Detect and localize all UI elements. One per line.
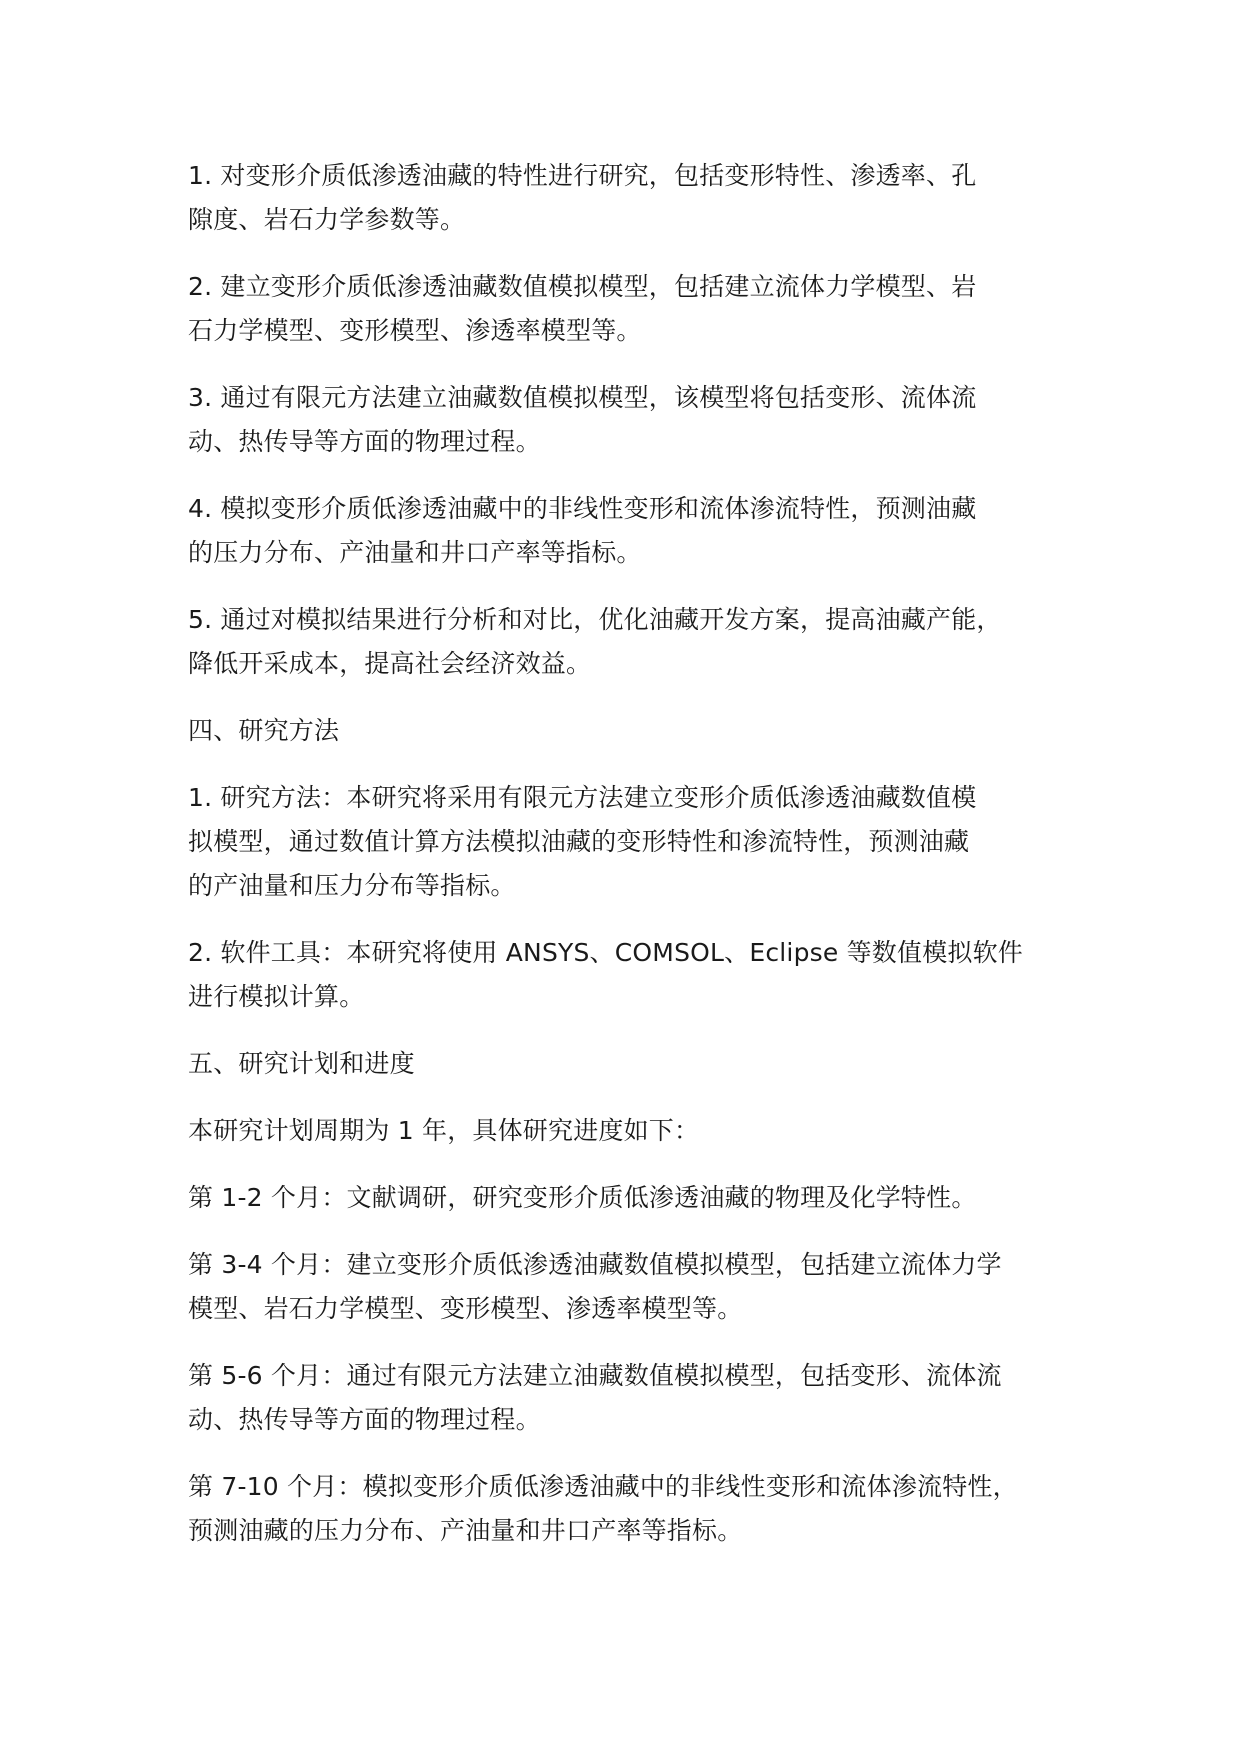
- schedule-item-3: [188, 1354, 1078, 1442]
- text-line: 1. 研究方法：本研究将采用有限元方法建立变形介质低渗透油藏数值模: [188, 783, 977, 812]
- plan-intro: [188, 1109, 1078, 1153]
- text-line: 2. 建立变形介质低渗透油藏数值模拟模型，包括建立流体力学模型、岩: [188, 272, 977, 301]
- text-line: 动、热传导等方面的物理过程。: [188, 427, 541, 456]
- objective-item-3: [188, 376, 1078, 464]
- method-item-2: [188, 931, 1078, 1019]
- text-line: 3. 通过有限元方法建立油藏数值模拟模型，该模型将包括变形、流体流: [188, 383, 977, 412]
- text-line: 降低开采成本，提高社会经济效益。: [188, 649, 592, 678]
- document-body: [188, 154, 1078, 1576]
- text-line: 第 7-10 个月：模拟变形介质低渗透油藏中的非线性变形和流体渗流特性，: [188, 1472, 1018, 1501]
- text-line: 四、研究方法: [188, 716, 340, 745]
- text-line: 隙度、岩石力学参数等。: [188, 205, 466, 234]
- text-line: 第 1-2 个月：文献调研，研究变形介质低渗透油藏的物理及化学特性。: [188, 1183, 977, 1212]
- text-line: 的产油量和压力分布等指标。: [188, 871, 516, 900]
- method-item-1: [188, 776, 1078, 908]
- text-line: 5. 通过对模拟结果进行分析和对比，优化油藏开发方案，提高油藏产能，: [188, 605, 1002, 634]
- objective-item-5: [188, 598, 1078, 686]
- section-heading-plan: [188, 1042, 1078, 1086]
- schedule-item-1: [188, 1176, 1078, 1220]
- text-line: 进行模拟计算。: [188, 982, 365, 1011]
- text-line: 1. 对变形介质低渗透油藏的特性进行研究，包括变形特性、渗透率、孔: [188, 161, 977, 190]
- text-line: 模型、岩石力学模型、变形模型、渗透率模型等。: [188, 1294, 743, 1323]
- objective-item-4: [188, 487, 1078, 575]
- text-line: 第 5-6 个月：通过有限元方法建立油藏数值模拟模型，包括变形、流体流: [188, 1361, 1002, 1390]
- objective-item-1: [188, 154, 1078, 242]
- objective-item-2: [188, 265, 1078, 353]
- text-line: 动、热传导等方面的物理过程。: [188, 1405, 541, 1434]
- text-line: 2. 软件工具：本研究将使用 ANSYS、COMSOL、Eclipse 等数值模拟软件: [188, 938, 1023, 967]
- text-line: 石力学模型、变形模型、渗透率模型等。: [188, 316, 642, 345]
- text-line: 本研究计划周期为 1 年，具体研究进度如下：: [188, 1116, 700, 1145]
- schedule-item-2: [188, 1243, 1078, 1331]
- text-line: 第 3-4 个月：建立变形介质低渗透油藏数值模拟模型，包括建立流体力学: [188, 1250, 1002, 1279]
- section-heading-methods: [188, 709, 1078, 753]
- text-line: 五、研究计划和进度: [188, 1049, 415, 1078]
- text-line: 预测油藏的压力分布、产油量和井口产率等指标。: [188, 1516, 743, 1545]
- text-line: 拟模型，通过数值计算方法模拟油藏的变形特性和渗流特性，预测油藏: [188, 827, 970, 856]
- text-line: 的压力分布、产油量和井口产率等指标。: [188, 538, 642, 567]
- schedule-item-4: [188, 1465, 1078, 1553]
- text-line: 4. 模拟变形介质低渗透油藏中的非线性变形和流体渗流特性，预测油藏: [188, 494, 977, 523]
